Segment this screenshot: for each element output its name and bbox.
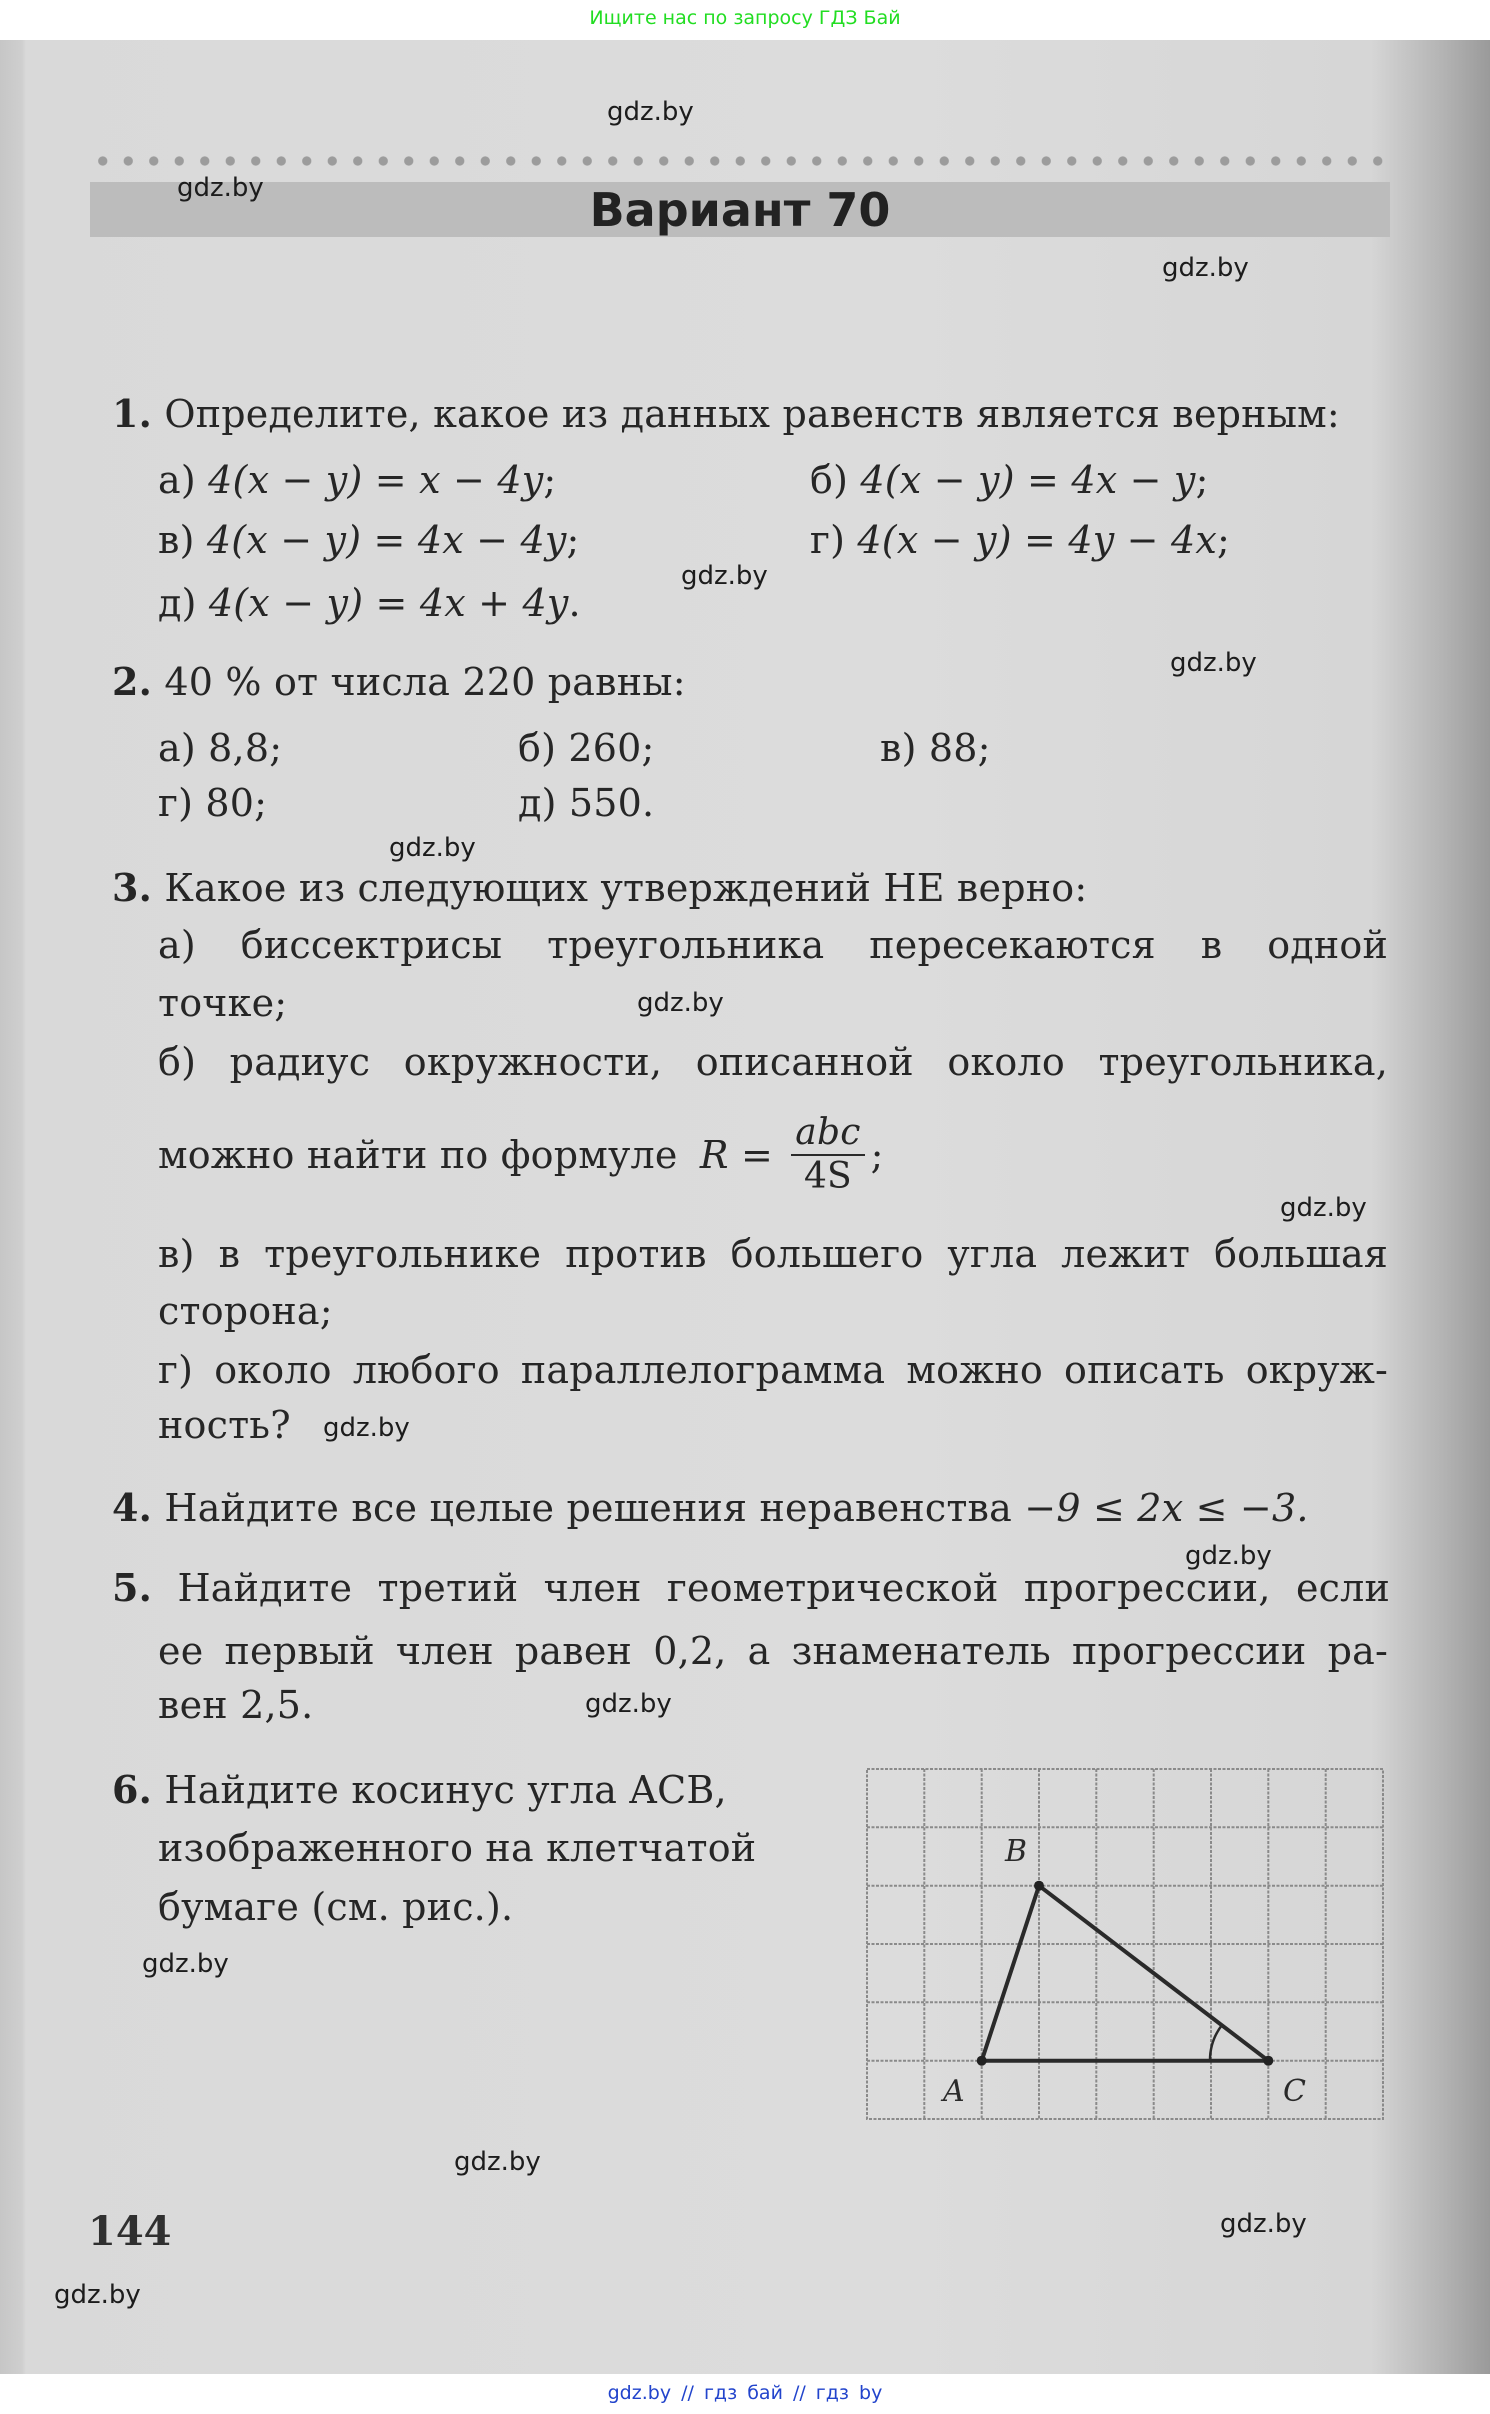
watermark: gdz.by [1170,648,1257,678]
option-value: 80; [205,781,268,825]
option-value: 550. [568,781,655,825]
equation-rhs: 4x − 4y [417,518,567,562]
formula-lhs: R [699,1133,729,1177]
option-1v: в) 4(x − y) = 4x − 4y; [158,518,580,562]
option-3a-line2: точке; [158,981,288,1025]
heading-bar [90,182,1390,237]
punct: ; [566,518,580,562]
punct: ; [1217,518,1231,562]
triangle-abc [982,1886,1269,2061]
problem-text: Какое из следующих утверждений НЕ верно: [164,866,1088,910]
option-label: в) [158,518,195,562]
equation-rhs: 4x − y [1071,458,1196,502]
option-text: можно найти по формуле [158,1133,678,1177]
problem-number: 6. [112,1767,153,1812]
problem-6-line3: бумаге (см. рис.). [158,1885,514,1929]
watermark: gdz.by [1280,1193,1367,1223]
label-c: C [1283,2074,1306,2109]
problem-4 [112,1484,1309,1532]
grid-lines [867,1769,1383,2119]
option-value: 8,8; [208,726,283,770]
option-label: а) [158,726,196,770]
watermark: gdz.by [1185,1541,1272,1571]
option-3v-line2: сторона; [158,1289,333,1333]
label-b: B [1005,1834,1028,1869]
problem-text: 40 % от числа 220 равны: [164,660,686,704]
problem-1 [112,390,1340,438]
equation-rhs: 4x + 4y [419,581,569,625]
problem-text: Определите, какое из данных равенств является верным: [164,392,1340,436]
option-label: г) [810,518,846,562]
option-value: 260; [568,726,655,770]
problem-number: 4. [112,1485,153,1530]
option-2g [158,779,267,827]
option-3b-line1 [158,1038,1388,1086]
option-text: радиус окружности, описанной около треугольника, [229,1040,1389,1084]
equation-rhs: 4y − 4x [1068,518,1218,562]
option-label: а) [158,458,196,502]
watermark: gdz.by [637,988,724,1018]
problem-text: Найдите косинус угла ACB, [164,1768,727,1812]
option-3a-line1 [158,921,1388,969]
watermark: gdz.by [607,97,694,127]
triangle-grid-figure [865,1767,1385,2121]
problem-5-line3: вен 2,5. [158,1683,314,1727]
problem-number: 2. [112,659,153,704]
option-3g-line2: ность? [158,1403,291,1447]
option-1d: д) 4(x − y) = 4x + 4y. [158,581,581,625]
label-a: A [943,2074,965,2109]
textbook-page [0,40,1490,2374]
option-text: около любого параллелограмма можно описать окруж- [214,1348,1389,1392]
option-3b-line2: можно найти по формуле R = $\frac{\text{abc}}{4S}$ ; [158,1111,884,1197]
watermark: gdz.by [177,173,264,203]
option-label: б) [518,726,557,770]
option-2d [518,779,654,827]
option-value: 88; [928,726,991,770]
problem-text: Найдите все целые решения неравенства [164,1486,1013,1530]
option-label: д) [158,581,197,625]
watermark: gdz.by [54,2280,141,2310]
equation-lhs: 4(x − y) [208,581,364,625]
watermark: gdz.by [1162,253,1249,283]
option-text: биссектрисы треугольника пересекаются в одной [240,923,1389,967]
option-label: б) [158,1040,197,1084]
option-label: г) [158,781,194,825]
punct: . [568,581,581,625]
option-1g: г) 4(x − y) = 4y − 4x; [810,518,1231,562]
problem-5-line2: ее первый член равен 0,2, а знаменатель прогрессии ра- [158,1629,1388,1673]
problem-number: 1. [112,391,153,436]
option-2a [158,724,282,772]
option-label: в) [158,1232,195,1276]
dotted-divider [90,154,1390,168]
watermark: gdz.by [323,1413,410,1443]
watermark: gdz.by [1220,2209,1307,2239]
problem-5 [112,1564,1390,1612]
problem-6-line2: изображенного на клетчатой [158,1826,757,1870]
inequality: −9 ≤ 2x ≤ −3. [1024,1486,1309,1530]
problem-number: 3. [112,865,153,910]
option-label: д) [518,781,557,825]
option-label: г) [158,1348,194,1392]
watermark: gdz.by [681,561,768,591]
option-1a: а) 4(x − y) = x − 4y; [158,458,557,502]
fraction-numerator: abc [791,1112,864,1156]
watermark: gdz.by [142,1949,229,1979]
problem-3 [112,864,1087,912]
problem-6 [112,1766,727,1814]
watermark: gdz.by [389,833,476,863]
problem-2 [112,658,686,706]
fraction [791,1112,864,1198]
watermark: gdz.by [454,2147,541,2177]
option-3v-line1 [158,1230,1388,1278]
bottom-banner[interactable]: gdz.by // гдз бай // гдз by [607,2382,883,2404]
equation-lhs: 4(x − y) [860,458,1015,502]
problem-text: Найдите третий член геометрической прогрессии, если [177,1566,1390,1610]
punct: ; [870,1133,884,1177]
problem-number: 5. [112,1565,153,1610]
top-banner[interactable]: Ищите нас по запросу ГДЗ Бай [589,7,901,29]
option-1b: б) 4(x − y) = 4x − y; [810,458,1209,502]
option-text: в треугольнике против большего угла лежит большая [218,1232,1389,1276]
variant-title: Вариант 70 [589,183,891,237]
watermark: gdz.by [585,1689,672,1719]
fraction-denominator: 4S [803,1155,852,1197]
equation-rhs: x − 4y [419,458,544,502]
punct: ; [1195,458,1209,502]
option-2b [518,724,655,772]
equation-lhs: 4(x − y) [206,518,362,562]
punct: ; [543,458,557,502]
option-2v [880,724,991,772]
option-3g-line1 [158,1346,1388,1394]
equation-lhs: 4(x − y) [857,518,1012,562]
option-label: в) [880,726,917,770]
page-number: 144 [88,2208,172,2255]
option-label: а) [158,923,196,967]
equation-lhs: 4(x − y) [208,458,363,502]
option-label: б) [810,458,849,502]
